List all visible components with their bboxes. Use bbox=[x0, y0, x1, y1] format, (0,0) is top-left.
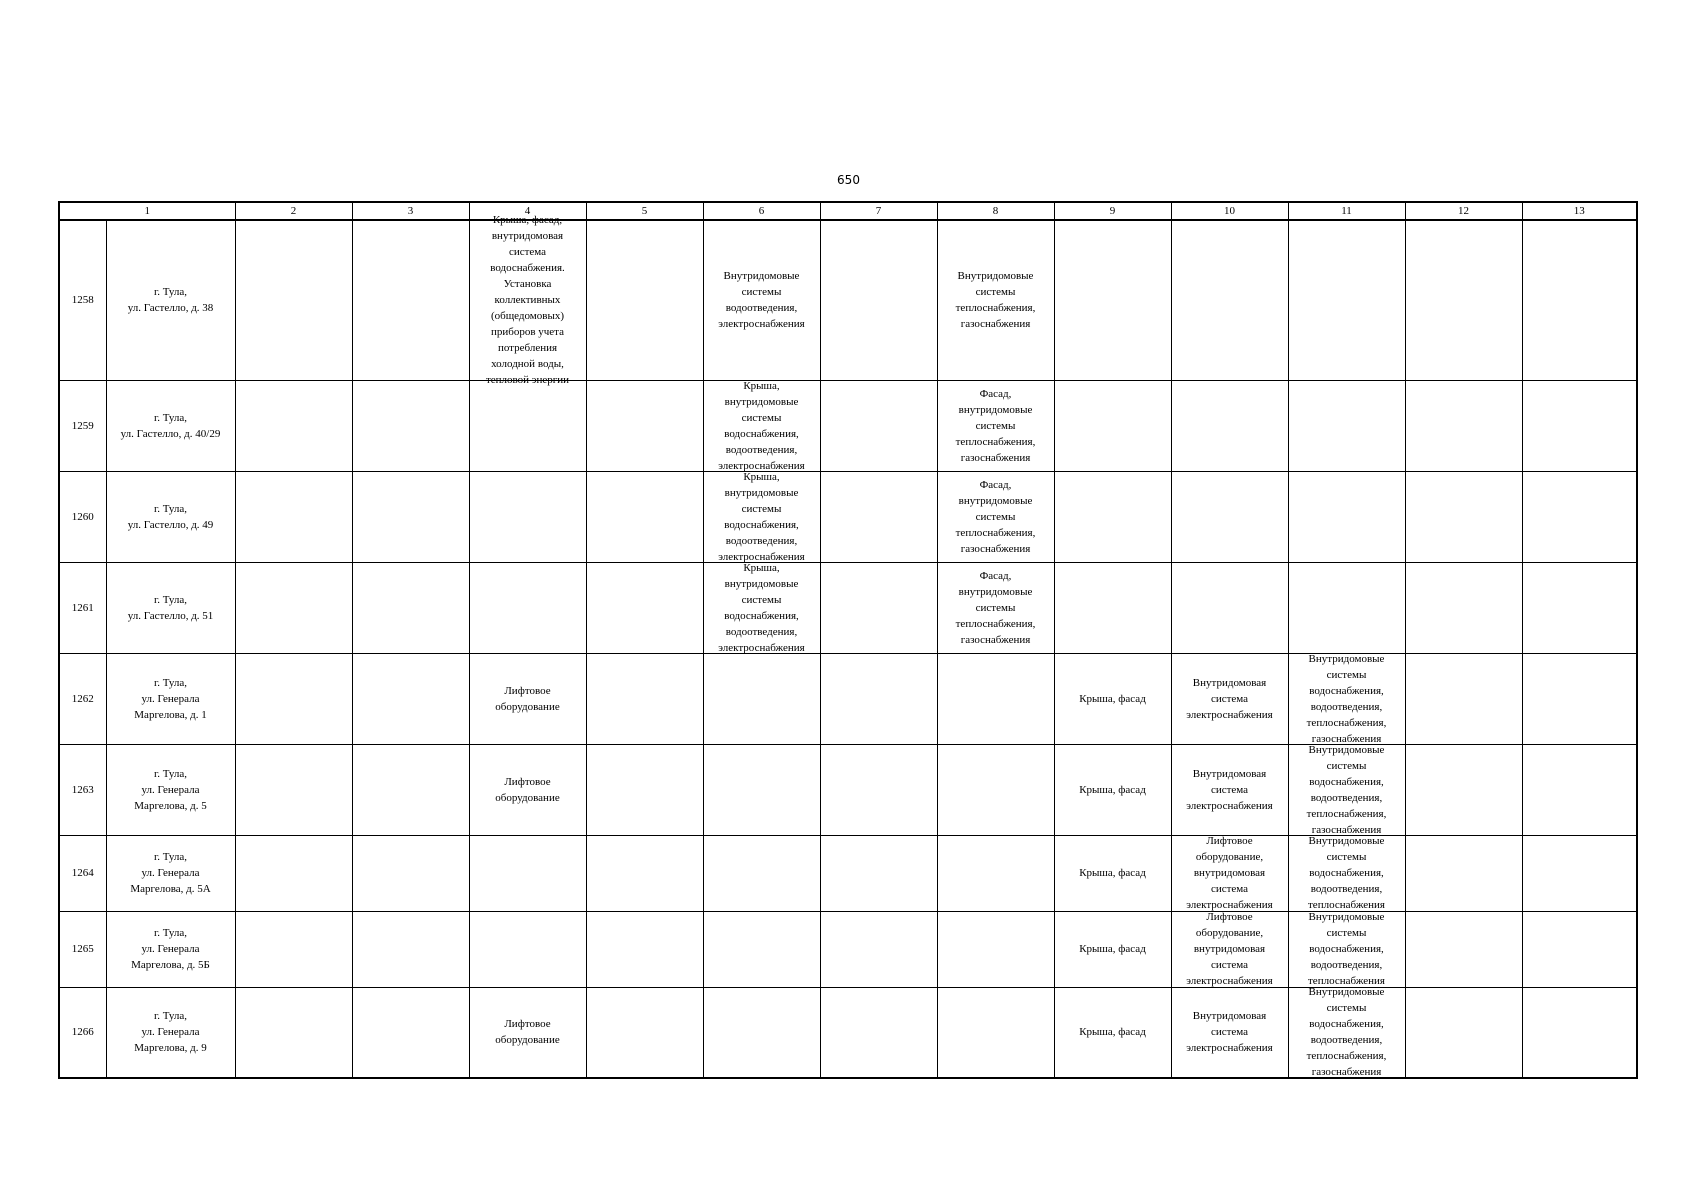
cell-col-3 bbox=[352, 471, 469, 562]
row-number: 1266 bbox=[59, 987, 106, 1078]
cell-col-10 bbox=[1171, 653, 1288, 744]
page-number: 650 bbox=[837, 173, 860, 187]
column-header: 5 bbox=[586, 202, 703, 220]
column-header: 4 bbox=[469, 202, 586, 220]
cell-col-13 bbox=[1522, 911, 1637, 987]
cell-col-5 bbox=[586, 987, 703, 1078]
row-number: 1261 bbox=[59, 562, 106, 653]
cell-col-6 bbox=[703, 471, 820, 562]
cell-col-8 bbox=[937, 471, 1054, 562]
cell-text: Крыша, фасад, внутридомовая система водоснабжения. Установка коллективных (общедомовых) приборов учета потребления холодной воды, тепловой энергии bbox=[485, 214, 570, 387]
cell-text: Лифтовое оборудование bbox=[495, 684, 560, 713]
cell-col-7 bbox=[820, 562, 937, 653]
cell-col-10 bbox=[1171, 471, 1288, 562]
cell-text: Внутридомовые системы водоснабжения, водоотведения, теплоснабжения bbox=[1308, 911, 1385, 987]
cell-col-5 bbox=[586, 653, 703, 744]
table-row bbox=[59, 562, 1637, 653]
cell-text: Внутридомовые системы водоотведения, электроснабжения bbox=[718, 270, 805, 331]
cell-col-12 bbox=[1405, 835, 1522, 911]
row-number: 1259 bbox=[59, 380, 106, 471]
cell-text: Внутридомовые системы теплоснабжения, газоснабжения bbox=[955, 270, 1036, 331]
cell-text: Внутридомовые системы водоснабжения, водоотведения, теплоснабжения, газоснабжения bbox=[1306, 743, 1387, 836]
cell-col-10 bbox=[1171, 911, 1288, 987]
cell-col-8 bbox=[937, 653, 1054, 744]
cell-text: Фасад, внутридомовые системы теплоснабжения, газоснабжения bbox=[955, 569, 1036, 646]
cell-text: Крыша, фасад bbox=[1079, 943, 1146, 955]
cell-col-3 bbox=[352, 744, 469, 835]
cell-col-12 bbox=[1405, 562, 1522, 653]
cell-text: Фасад, внутридомовые системы теплоснабжения, газоснабжения bbox=[955, 387, 1036, 464]
cell-col-4 bbox=[469, 835, 586, 911]
cell-col-11 bbox=[1288, 380, 1405, 471]
cell-text: Крыша, внутридомовые системы водоснабжения, водоотведения, электроснабжения bbox=[718, 561, 805, 654]
column-header: 6 bbox=[703, 202, 820, 220]
cell-col-2 bbox=[235, 562, 352, 653]
cell-col-5 bbox=[586, 911, 703, 987]
cell-col-6 bbox=[703, 653, 820, 744]
cell-col-8 bbox=[937, 744, 1054, 835]
cell-col-11 bbox=[1288, 911, 1405, 987]
address-cell: г. Тула, ул. Генерала Маргелова, д. 1 bbox=[106, 653, 235, 744]
cell-text: Внутридомовые системы водоснабжения, водоотведения, теплоснабжения, газоснабжения bbox=[1306, 986, 1387, 1079]
cell-col-13 bbox=[1522, 562, 1637, 653]
cell-col-4 bbox=[469, 380, 586, 471]
cell-col-9 bbox=[1054, 562, 1171, 653]
address-cell: г. Тула, ул. Генерала Маргелова, д. 5 bbox=[106, 744, 235, 835]
cell-col-10 bbox=[1171, 744, 1288, 835]
cell-col-9 bbox=[1054, 744, 1171, 835]
cell-text: Крыша, фасад bbox=[1079, 692, 1146, 705]
cell-col-4 bbox=[469, 214, 586, 387]
cell-col-13 bbox=[1522, 380, 1637, 471]
cell-col-5 bbox=[586, 835, 703, 911]
cell-col-2 bbox=[235, 471, 352, 562]
cell-text: Внутридомовая система электроснабжения bbox=[1186, 767, 1273, 812]
cell-col-10 bbox=[1171, 987, 1288, 1078]
cell-col-11 bbox=[1288, 653, 1405, 744]
cell-col-3 bbox=[352, 653, 469, 744]
row-number: 1260 bbox=[59, 471, 106, 562]
cell-col-11 bbox=[1288, 562, 1405, 653]
cell-col-6 bbox=[703, 562, 820, 653]
cell-col-3 bbox=[352, 562, 469, 653]
cell-text: Внутридомовая система электроснабжения bbox=[1186, 1010, 1273, 1055]
table-row bbox=[59, 471, 1637, 562]
cell-col-8 bbox=[937, 380, 1054, 471]
cell-col-13 bbox=[1522, 471, 1637, 562]
cell-col-12 bbox=[1405, 380, 1522, 471]
cell-text: Лифтовое оборудование, внутридомовая система электроснабжения bbox=[1186, 911, 1273, 987]
cell-col-10 bbox=[1171, 380, 1288, 471]
address-cell: г. Тула, ул. Гастелло, д. 40/29 bbox=[106, 380, 235, 471]
cell-col-7 bbox=[820, 987, 937, 1078]
cell-col-2 bbox=[235, 911, 352, 987]
cell-col-7 bbox=[820, 380, 937, 471]
table-row bbox=[59, 911, 1637, 987]
cell-text: Крыша, фасад bbox=[1079, 783, 1146, 796]
cell-col-7 bbox=[820, 744, 937, 835]
cell-col-3 bbox=[352, 987, 469, 1078]
cell-col-2 bbox=[235, 835, 352, 911]
column-header: 11 bbox=[1288, 202, 1405, 220]
row-number: 1264 bbox=[59, 835, 106, 911]
cell-col-12 bbox=[1405, 744, 1522, 835]
cell-text: Лифтовое оборудование bbox=[495, 775, 560, 804]
cell-col-3 bbox=[352, 911, 469, 987]
table-row bbox=[59, 653, 1637, 744]
cell-text: Внутридомовые системы водоснабжения, водоотведения, теплоснабжения, газоснабжения bbox=[1306, 652, 1387, 745]
column-header: 8 bbox=[937, 202, 1054, 220]
address-cell: г. Тула, ул. Генерала Маргелова, д. 9 bbox=[106, 987, 235, 1078]
cell-col-4 bbox=[469, 987, 586, 1078]
cell-col-7 bbox=[820, 911, 937, 987]
cell-text: Крыша, фасад bbox=[1079, 1026, 1146, 1039]
cell-text: Крыша, внутридомовые системы водоснабжения, водоотведения, электроснабжения bbox=[718, 379, 805, 472]
cell-col-10 bbox=[1171, 220, 1288, 380]
row-number: 1262 bbox=[59, 653, 106, 744]
cell-col-5 bbox=[586, 380, 703, 471]
address-cell: г. Тула, ул. Гастелло, д. 51 bbox=[106, 562, 235, 653]
cell-col-2 bbox=[235, 987, 352, 1078]
cell-col-8 bbox=[937, 911, 1054, 987]
cell-col-12 bbox=[1405, 471, 1522, 562]
cell-col-6 bbox=[703, 220, 820, 380]
address-cell: г. Тула, ул. Генерала Маргелова, д. 5Б bbox=[106, 911, 235, 987]
cell-col-4 bbox=[469, 562, 586, 653]
cell-col-5 bbox=[586, 562, 703, 653]
address-cell: г. Тула, ул. Генерала Маргелова, д. 5А bbox=[106, 835, 235, 911]
cell-text: Лифтовое оборудование, внутридомовая система электроснабжения bbox=[1186, 835, 1273, 911]
cell-text: Внутридомовые системы водоснабжения, водоотведения, теплоснабжения bbox=[1308, 835, 1385, 911]
cell-col-7 bbox=[820, 653, 937, 744]
table-row bbox=[59, 987, 1637, 1078]
cell-col-7 bbox=[820, 220, 937, 380]
table-row bbox=[59, 744, 1637, 835]
cell-col-6 bbox=[703, 911, 820, 987]
cell-text: Фасад, внутридомовые системы теплоснабжения, газоснабжения bbox=[955, 478, 1036, 555]
cell-text: Внутридомовая система электроснабжения bbox=[1186, 676, 1273, 721]
cell-col-4 bbox=[469, 471, 586, 562]
cell-col-13 bbox=[1522, 220, 1637, 380]
cell-col-13 bbox=[1522, 744, 1637, 835]
column-header: 9 bbox=[1054, 202, 1171, 220]
cell-col-12 bbox=[1405, 911, 1522, 987]
row-number: 1263 bbox=[59, 744, 106, 835]
cell-col-4 bbox=[469, 911, 586, 987]
cell-col-3 bbox=[352, 220, 469, 380]
cell-col-10 bbox=[1171, 835, 1288, 911]
cell-col-6 bbox=[703, 835, 820, 911]
column-header: 10 bbox=[1171, 202, 1288, 220]
cell-col-8 bbox=[937, 987, 1054, 1078]
cell-col-2 bbox=[235, 380, 352, 471]
cell-col-9 bbox=[1054, 987, 1171, 1078]
column-header: 7 bbox=[820, 202, 937, 220]
cell-col-11 bbox=[1288, 471, 1405, 562]
cell-col-7 bbox=[820, 835, 937, 911]
column-header: 13 bbox=[1522, 202, 1637, 220]
cell-col-12 bbox=[1405, 220, 1522, 380]
cell-col-6 bbox=[703, 380, 820, 471]
cell-col-13 bbox=[1522, 835, 1637, 911]
cell-col-9 bbox=[1054, 220, 1171, 380]
address-cell: г. Тула, ул. Гастелло, д. 49 bbox=[106, 471, 235, 562]
cell-text: Крыша, внутридомовые системы водоснабжения, водоотведения, электроснабжения bbox=[718, 470, 805, 563]
cell-col-13 bbox=[1522, 987, 1637, 1078]
cell-text: Крыша, фасад bbox=[1079, 867, 1146, 879]
cell-col-5 bbox=[586, 471, 703, 562]
cell-col-12 bbox=[1405, 653, 1522, 744]
cell-col-10 bbox=[1171, 562, 1288, 653]
cell-col-9 bbox=[1054, 835, 1171, 911]
cell-col-2 bbox=[235, 653, 352, 744]
cell-col-8 bbox=[937, 835, 1054, 911]
cell-col-12 bbox=[1405, 987, 1522, 1078]
cell-col-2 bbox=[235, 220, 352, 380]
cell-col-13 bbox=[1522, 653, 1637, 744]
cell-col-3 bbox=[352, 835, 469, 911]
cell-col-8 bbox=[937, 562, 1054, 653]
cell-col-2 bbox=[235, 744, 352, 835]
cell-col-11 bbox=[1288, 220, 1405, 380]
column-header: 1 bbox=[59, 202, 235, 220]
cell-col-9 bbox=[1054, 911, 1171, 987]
cell-col-9 bbox=[1054, 653, 1171, 744]
cell-col-11 bbox=[1288, 987, 1405, 1078]
cell-col-4 bbox=[469, 744, 586, 835]
cell-col-5 bbox=[586, 744, 703, 835]
cell-col-7 bbox=[820, 471, 937, 562]
cell-col-8 bbox=[937, 220, 1054, 380]
header-row bbox=[59, 202, 1637, 220]
table-row bbox=[59, 220, 1637, 380]
cell-text: Лифтовое оборудование bbox=[495, 1018, 560, 1047]
cell-col-9 bbox=[1054, 471, 1171, 562]
repair-schedule-table bbox=[58, 201, 1638, 1079]
column-header: 12 bbox=[1405, 202, 1522, 220]
table-row bbox=[59, 835, 1637, 911]
column-header: 3 bbox=[352, 202, 469, 220]
cell-col-6 bbox=[703, 744, 820, 835]
column-header: 2 bbox=[235, 202, 352, 220]
row-number: 1258 bbox=[59, 220, 106, 380]
row-number: 1265 bbox=[59, 911, 106, 987]
cell-col-3 bbox=[352, 380, 469, 471]
address-cell: г. Тула, ул. Гастелло, д. 38 bbox=[106, 220, 235, 380]
cell-col-4 bbox=[469, 653, 586, 744]
cell-col-6 bbox=[703, 987, 820, 1078]
table-row bbox=[59, 380, 1637, 471]
cell-col-11 bbox=[1288, 744, 1405, 835]
cell-col-9 bbox=[1054, 380, 1171, 471]
cell-col-11 bbox=[1288, 835, 1405, 911]
cell-col-5 bbox=[586, 220, 703, 380]
